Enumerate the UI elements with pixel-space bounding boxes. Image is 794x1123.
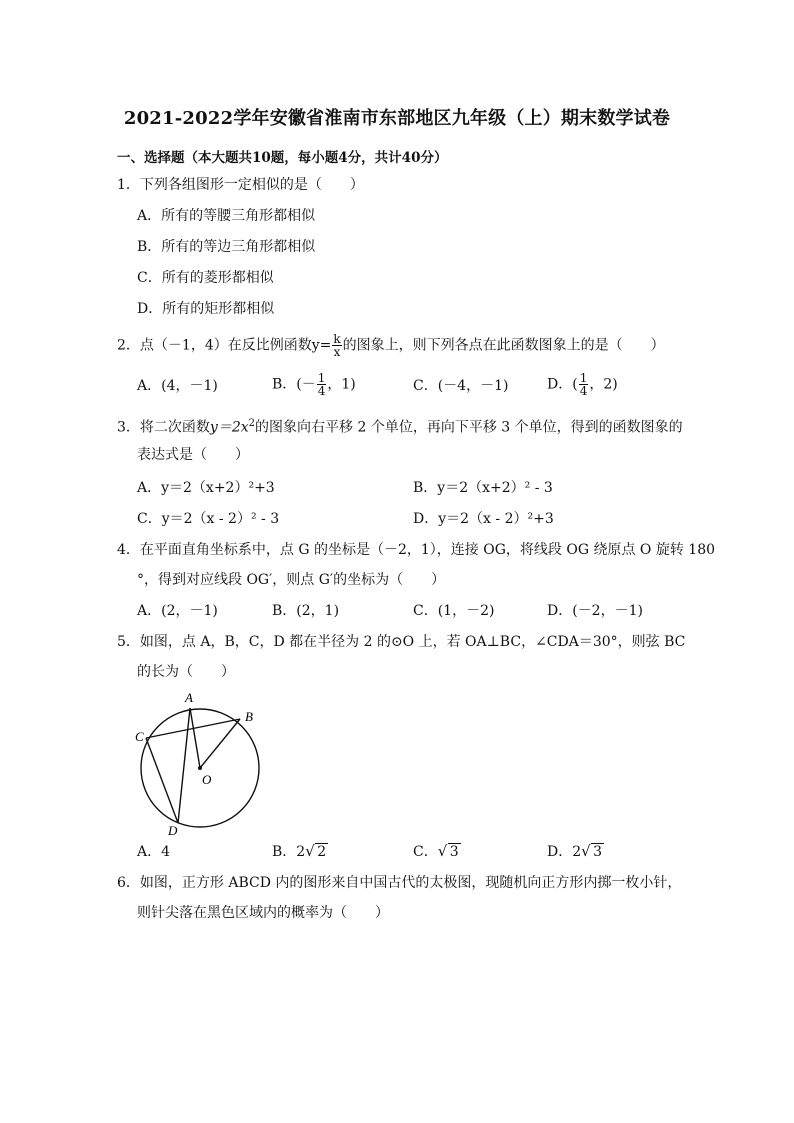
q5-optb-pre: B．2	[272, 844, 306, 860]
label-o: O	[202, 772, 212, 787]
q5-optd-radicand: 3	[593, 844, 603, 860]
q5-optb-radicand: 2	[317, 844, 327, 860]
sqrt-icon: √	[437, 842, 448, 860]
sqrt-icon: √	[305, 842, 315, 860]
sqrt-icon: √	[581, 842, 591, 860]
q1-option-d: D．所有的矩形都相似	[137, 301, 275, 317]
q3-option-d: D．y＝2（x - 2）²+3	[413, 511, 554, 527]
exam-title: 2021-2022学年安徽省淮南市东部地区九年级（上）期末数学试卷	[123, 108, 671, 129]
q1-option-b: B．所有的等边三角形都相似	[137, 239, 316, 255]
q2-option-d	[547, 372, 618, 397]
q3-stem-suffix: 的图象向右平移 2 个单位，再向下平移 3 个单位，得到的函数图象的	[255, 419, 683, 436]
section-heading: 一、选择题（本大题共10题，每小题4分，共计40分）	[117, 150, 448, 166]
q2-fraction-k-over-x	[332, 333, 341, 358]
q2-optb-post: ，1)	[327, 376, 356, 393]
chord-cd	[146, 738, 178, 823]
q5-stem-line1: 5．如图，点 A，B，C，D 都在半径为 2 的⊙O 上，若 OA⊥BC，∠CDA＝30°，则弦 BC	[117, 634, 686, 650]
q6-stem-line1: 6．如图，正方形 ABCD 内的图形来自中国古代的太极图，现随机向正方形内掷一枚小针，	[117, 875, 682, 891]
q3-option-c: C．y＝2（x - 2）² - 3	[137, 511, 280, 527]
q2-optb-pre: B．(	[272, 376, 302, 393]
q5-circle-figure	[132, 688, 272, 838]
q3-option-a: A．y＝2（x+2）²+3	[137, 480, 275, 496]
q2-optb-num: 1	[317, 371, 326, 385]
q1-option-a: A．所有的等腰三角形都相似	[137, 208, 316, 224]
q5-optc-pre: C．	[413, 844, 438, 860]
q2-fn-y: y=	[311, 337, 332, 354]
q2-frac-den: x	[333, 345, 341, 359]
q2-option-c: C．(－4，－1)	[413, 378, 509, 394]
q5-optc-radicand: 3	[449, 844, 459, 860]
q2-optd-pre: D．(	[547, 376, 578, 393]
q2-optd-fraction	[579, 372, 589, 397]
q4-option-c: C．(1，－2)	[413, 603, 495, 619]
q5-option-c	[413, 843, 461, 861]
q6-stem-line2: 则针尖落在黑色区域内的概率为（ ）	[137, 905, 389, 921]
q3-stem-line2: 表达式是（ ）	[137, 447, 249, 463]
q4-stem-line2: °，得到对应线段 OG′，则点 G′的坐标为（ ）	[137, 572, 446, 588]
label-b: B	[245, 709, 253, 724]
q2-optd-den: 4	[579, 384, 588, 398]
q5-optd-sqrt	[581, 843, 604, 861]
q5-optd-pre: D．2	[547, 844, 582, 860]
q2-option-a: A．(4，－1)	[137, 378, 218, 394]
q5-option-d	[547, 843, 604, 861]
q3-fn: y＝2x	[209, 419, 249, 436]
q5-optb-sqrt	[305, 843, 328, 861]
q1-option-c: C．所有的菱形都相似	[137, 270, 274, 286]
q5-stem-line2: 的长为（ ）	[137, 664, 235, 680]
center-o-dot	[198, 766, 202, 770]
q3-stem-prefix: 3．将二次函数	[117, 419, 210, 436]
q2-optd-num: 1	[579, 371, 588, 385]
q3-stem-line1	[117, 415, 683, 437]
q2-stem-prefix: 2．点（－1，4）在反比例函数	[117, 337, 312, 354]
q2-optb-sign: －	[301, 376, 316, 393]
q2-optd-post: ，2)	[589, 376, 618, 393]
q5-option-b	[272, 843, 328, 861]
segment-oa	[190, 708, 200, 768]
q2-frac-num: k	[333, 332, 341, 346]
q4-option-a: A．(2，－1)	[137, 603, 218, 619]
q5-option-a: A．4	[137, 844, 171, 860]
q2-stem	[117, 333, 665, 358]
q4-option-b: B．(2，1)	[272, 603, 340, 619]
q3-fn-exp: 2	[248, 418, 256, 429]
q2-option-b	[272, 372, 356, 397]
q1-stem: 1．下列各组图形一定相似的是（ ）	[117, 177, 364, 193]
q2-optb-fraction	[317, 372, 327, 397]
q2-optb-den: 4	[317, 384, 326, 398]
q4-option-d: D．(－2，－1)	[547, 603, 643, 619]
q2-stem-suffix: 的图象上，则下列各点在此函数图象上的是（ ）	[342, 337, 665, 354]
label-d: D	[168, 823, 178, 838]
label-a: A	[185, 690, 193, 705]
chord-da	[178, 708, 190, 823]
label-c: C	[135, 729, 144, 744]
q3-option-b: B．y＝2（x+2）² - 3	[413, 480, 553, 496]
q4-stem-line1: 4．在平面直角坐标系中，点 G 的坐标是（－2，1），连接 OG，将线段 OG 绕原点 O 旋转 180	[117, 542, 716, 558]
q5-optc-sqrt	[438, 843, 461, 861]
